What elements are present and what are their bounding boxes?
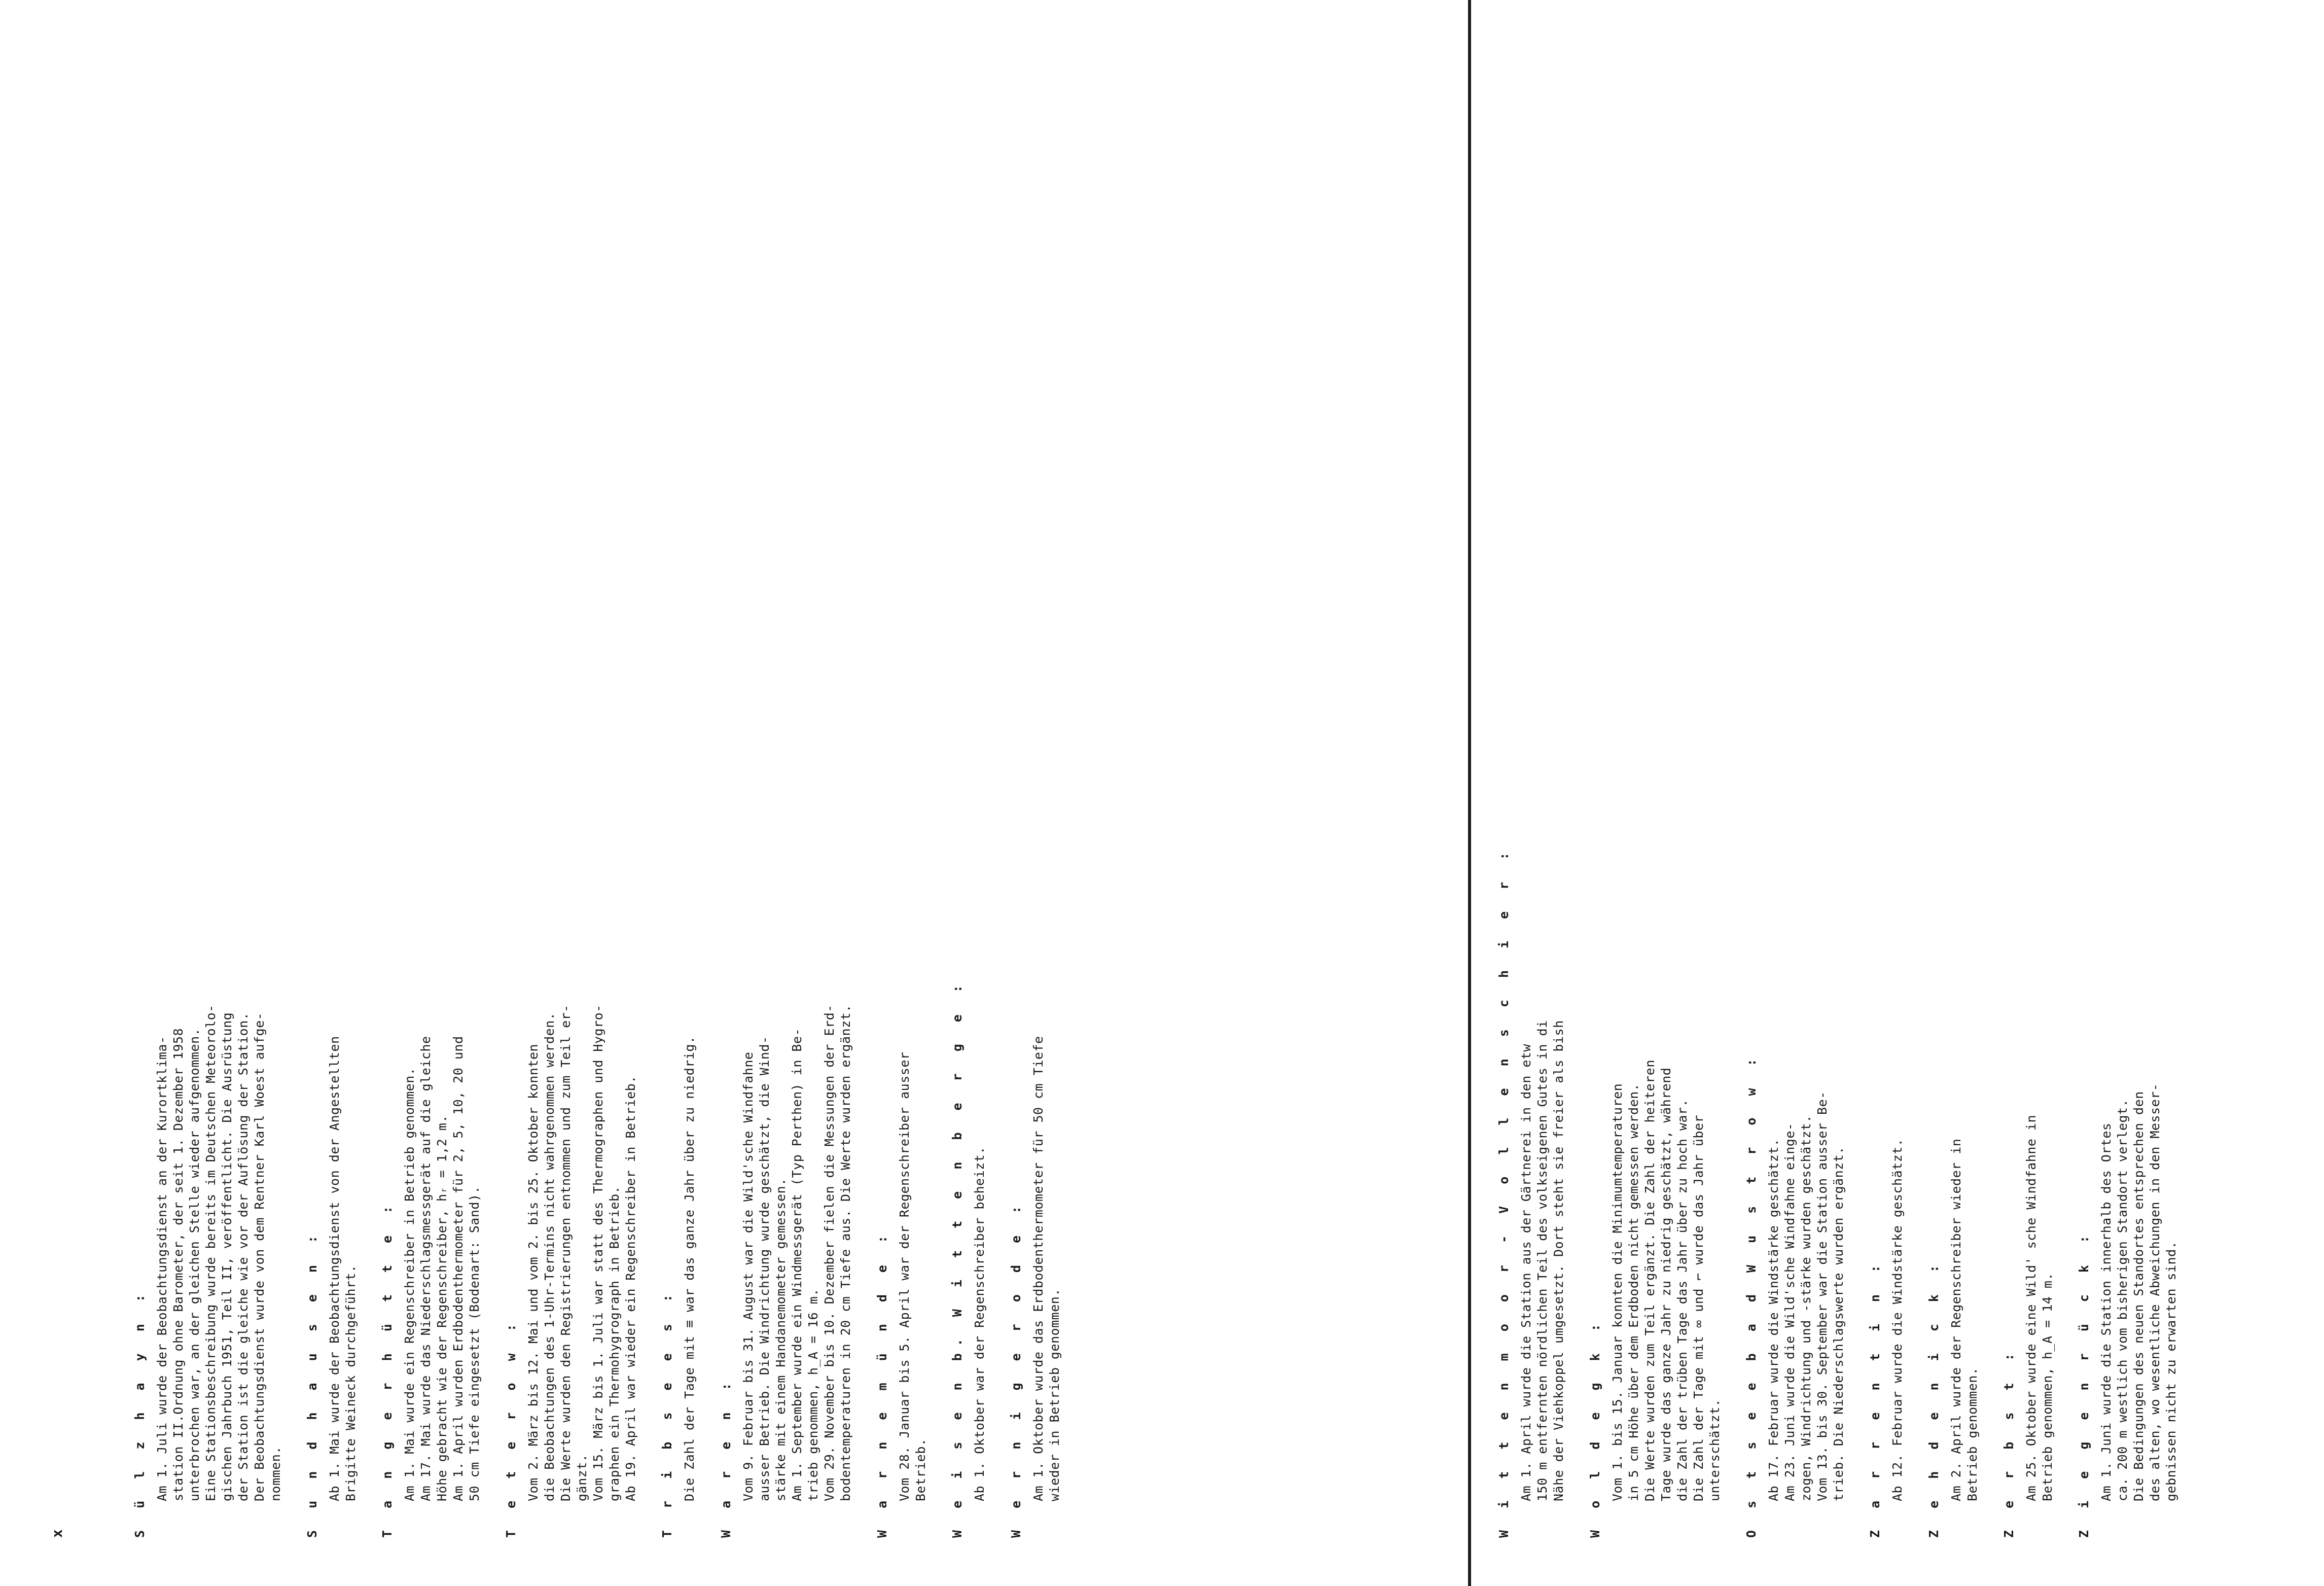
station-entry <box>304 37 359 1538</box>
note-line: Die Zahl der Tage mit ∞ und ⌐ wurde das Jahr über <box>1691 1114 1706 1501</box>
station-entry <box>2001 37 2056 1538</box>
station-note <box>2098 37 2179 1501</box>
note-line: des alten, wo wesentliche Abweichungen in den Messer- <box>2148 1083 2162 1501</box>
note-line: Am 1. Juli wurde der Beobachtungsdienst an der Kurortklima- <box>155 1036 169 1501</box>
station-heading: Z e h d e n i c k : <box>1926 1258 1941 1538</box>
note-line: Ab 12. Februar wurde die Windstärke geschätzt. <box>1890 1138 1905 1501</box>
note-line: die Zahl der trüben Tage das Jahr über zu hoch war. <box>1675 1099 1690 1501</box>
note-line: gebnissen nicht zu erwarten sind. <box>2164 1241 2178 1501</box>
station-heading: T a n g e r h ü t t e : <box>380 1199 395 1538</box>
left-entries <box>132 37 1083 1538</box>
station-note <box>1610 37 1723 1501</box>
note-line: nommen. <box>268 1446 283 1501</box>
note-line: Am 1. Oktober wurde das Erdbodenthermometer für 50 cm Tiefe <box>1031 1036 1046 1501</box>
station-note <box>1030 37 1063 1501</box>
station-heading: T r i b s e e s : <box>660 1287 674 1538</box>
right-entries <box>1496 37 2200 1538</box>
column-divider <box>1468 0 1471 1586</box>
note-line: Eine Stationsbeschreibung wurde bereits im Deutschen Meteorolo- <box>203 1004 218 1501</box>
note-line: in 5 cm Höhe über dem Erdboden nicht gemessen werden. <box>1626 1083 1641 1501</box>
station-entry <box>1008 37 1063 1538</box>
note-line: gischen Jahrbuch 1951, Teil II, veröffentlicht. Die Ausrüstung <box>220 1012 234 1501</box>
station-entry <box>1926 37 1981 1538</box>
note-line: Ab 1. Oktober war der Regenschreiber beheizt. <box>972 1146 987 1501</box>
note-line: Nähe der Viehkoppel umgesetzt. Dort steht sie freier als bish <box>1551 1020 1566 1501</box>
station-heading: W o l d e g k : <box>1588 1317 1602 1538</box>
station-entry <box>379 37 483 1538</box>
station-entry <box>874 37 929 1538</box>
note-line: Am 1. Juni wurde die Station innerhalb des Ortes <box>2099 1122 2114 1501</box>
station-note <box>525 37 639 1501</box>
station-entry <box>718 37 854 1538</box>
note-line: Am 2. April wurde der Regenschreiber wieder in <box>1949 1138 1963 1501</box>
note-line: station II.Ordnung ohne Barometer, der seit 1. Dezember 1958 <box>171 1028 186 1501</box>
station-heading: T e t e r o w : <box>504 1317 518 1538</box>
note-line: Am 17. Mai wurde das Niederschlagsmessgerät auf die gleiche <box>418 1036 433 1501</box>
left-column <box>132 0 1062 1586</box>
note-line: Am 23. Juni wurde die Wild'sche Windfahne einge- <box>1782 1122 1797 1501</box>
station-entry <box>1496 37 1567 1538</box>
note-line: Betrieb. <box>913 1438 928 1501</box>
note-line: graphen ein Thermohygrograph in Betrieb. <box>607 1185 622 1501</box>
note-line: unterbrochen war, an der gleichen Stelle wieder aufgenommen. <box>187 1028 202 1501</box>
note-line: Am 1. April wurde die Station aus der Gärtnerei in den etw <box>1519 1044 1533 1501</box>
station-note <box>154 37 284 1501</box>
right-column <box>1496 0 2307 1586</box>
note-line: Vom 13. bis 30. September war die Station ausser Be- <box>1815 1091 1830 1501</box>
station-heading: W a r e n : <box>719 1376 733 1538</box>
station-heading: S u n d h a u s e n : <box>305 1228 319 1538</box>
station-note <box>682 37 698 1501</box>
station-note <box>897 37 929 1501</box>
note-line: Ab 19. April war wieder ein Regenschreiber in Betrieb. <box>623 1075 638 1501</box>
note-line: Vom 29. November bis 10. Dezember fielen die Messungen der Erd- <box>822 1004 837 1501</box>
station-entry <box>659 37 698 1538</box>
note-line: ausser Betrieb. Die Windrichtung wurde geschätzt, die Wind- <box>757 1036 772 1501</box>
station-heading: Z a r r e n t i n : <box>1868 1258 1882 1538</box>
note-line: wieder in Betrieb genommen. <box>1047 1288 1062 1501</box>
note-line: Der Beobachtungsdienst wurde von dem Rentner Karl Woest aufge- <box>252 1012 267 1501</box>
station-note <box>1889 37 1906 1501</box>
note-line: Betrieb genommen, h_A = 14 m. <box>2040 1273 2055 1501</box>
station-note <box>972 37 988 1501</box>
note-line: ca. 200 m westlich vom bisherigen Standort verlegt. <box>2115 1099 2130 1501</box>
station-entry <box>949 37 988 1538</box>
note-line: gänzt. <box>575 1454 589 1501</box>
station-heading: W i t t e n m o o r - V o l l e n s c h i e r : <box>1496 845 1511 1538</box>
station-entry <box>132 37 284 1538</box>
station-heading: O s t s e e b a d W u s t r o w : <box>1744 1051 1759 1538</box>
station-heading: Z i e g e n r ü c k : <box>2077 1228 2091 1538</box>
note-line: Vom 2. März bis 12. Mai und vom 2. bis 25. Oktober konnten <box>526 1044 541 1501</box>
note-line: Vom 1. bis 15. Januar konnten die Minimumtemperaturen <box>1610 1083 1625 1501</box>
station-note <box>1766 37 1847 1501</box>
station-note <box>2023 37 2056 1501</box>
note-line: Die Werte wurden zum Teil ergänzt. Die Zahl der heiteren <box>1642 1060 1657 1501</box>
note-line: Vom 9. Februar bis 31. August war die Wild'sche Windfahne <box>741 1051 756 1501</box>
note-line: trieb genommen, h_A = 16 m. <box>806 1288 820 1501</box>
note-line: die Beobachtungen des 1-Uhr-Termins nicht wahrgenommen werden. <box>542 1012 557 1501</box>
note-line: zogen, Windrichtung und -stärke wurden geschätzt. <box>1799 1114 1813 1501</box>
note-line: Die Bedingungen des neuen Standortes entsprechen den <box>2131 1091 2146 1501</box>
note-line: 50 cm Tiefe eingesetzt (Bodenart: Sand). <box>467 1185 482 1501</box>
note-line: Brigitte Weineck durchgeführt. <box>343 1264 358 1501</box>
station-heading: W e i s e n b. W i t t e n b e r g e : <box>950 978 964 1538</box>
note-line: Am 1. Mai wurde ein Regenschreiber in Betrieb genommen. <box>402 1067 417 1501</box>
note-line: Am 1. April wurden Erdbodenthermometer für 2, 5, 10, 20 und <box>451 1036 466 1501</box>
station-heading: W a r n e m ü n d e : <box>875 1228 889 1538</box>
station-entry <box>1867 37 1906 1538</box>
station-entry <box>503 37 639 1538</box>
note-line: der Station ist die gleiche wie vor der Auflösung der Station. <box>236 1012 251 1501</box>
note-line: Ab 1. Mai wurde der Beobachtungsdienst von der Angestellten <box>327 1036 342 1501</box>
note-line: Betrieb genommen. <box>1965 1367 1980 1501</box>
station-heading: W e r n i g e r o d e : <box>1009 1199 1023 1538</box>
station-entry <box>2076 37 2179 1538</box>
note-line: Vom 28. Januar bis 5. April war der Regenschreiber ausser <box>897 1051 912 1501</box>
note-line: bodentemperaturen in 20 cm Tiefe aus. Die Werte wurden ergänzt. <box>838 1004 853 1501</box>
note-line: Die Zahl der Tage mit ≡ war das ganze Jahr über zu niedrig. <box>682 1036 697 1501</box>
station-heading: S ü l z h a y n : <box>132 1287 147 1538</box>
station-note <box>740 37 854 1501</box>
note-line: Die Werte wurden den Registrierungen entnommen und zum Teil er- <box>558 1004 573 1501</box>
station-note <box>327 37 359 1501</box>
note-line: stärke mit einem Handanemometer gemessen. <box>773 1178 788 1501</box>
station-note <box>402 37 483 1501</box>
station-note <box>1518 37 1567 1501</box>
note-line: Höhe gebracht wie der Regenschreiber, hᵣ = 1,2 m. <box>435 1114 449 1501</box>
note-line: Ab 17. Februar wurde die Windstärke geschätzt. <box>1766 1138 1781 1501</box>
note-line: unterschätzt. <box>1707 1398 1722 1501</box>
note-line: Tage wurde das ganze Jahr zu niedrig geschätzt, während <box>1659 1067 1673 1501</box>
station-entry <box>1587 37 1723 1538</box>
note-line: Vom 15. März bis 1. Juli war statt des Thermographen und Hygro- <box>591 1004 605 1501</box>
station-entry <box>1743 37 1847 1538</box>
station-note <box>1948 37 1981 1501</box>
note-line: trieb. Die Niederschlagswerte wurden ergänzt. <box>1831 1146 1846 1501</box>
note-line: Am 1. September wurde ein Windmessgerät (Typ Perthen) in Be- <box>790 1028 804 1501</box>
page-mark: x <box>49 1529 65 1538</box>
note-line: Am 25. Oktober wurde eine Wild' sche Windfahne in <box>2024 1114 2039 1501</box>
note-line: 150 m entfernten nördlichen Teil des volkseigenen Gutes in di <box>1535 1020 1550 1501</box>
station-heading: Z e r b s t : <box>2001 1346 2016 1538</box>
